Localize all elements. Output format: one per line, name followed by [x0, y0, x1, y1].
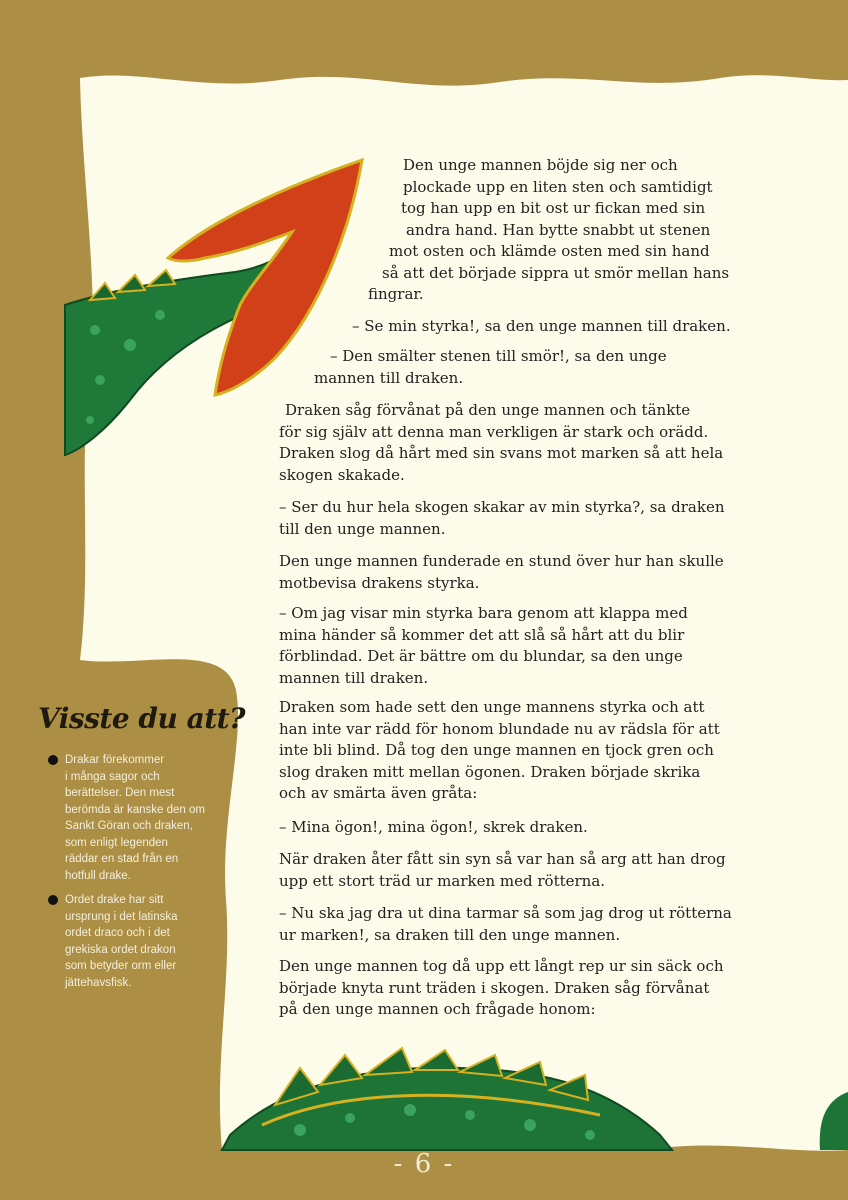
story-line: Den unge mannen funderade en stund över hur han skulle: [279, 552, 724, 570]
story-line: plockade upp en liten sten och samtidigt: [403, 177, 713, 196]
fact-line: berömda är kanske den om: [65, 803, 205, 816]
fact-list: [48, 752, 228, 999]
story-line: Draken slog då hårt med sin svans mot marken så att hela: [279, 444, 724, 462]
fact-line: som betyder orm eller: [65, 960, 177, 972]
story-line: mina händer så kommer det att slå så hårt att du blir: [279, 625, 685, 644]
fact-line: berättelser. Den mest: [65, 787, 175, 799]
fact-item: [48, 752, 228, 884]
story-line: mannen till draken.: [279, 668, 429, 687]
fact-item: [48, 892, 228, 991]
fact-line: i många sagor och: [65, 770, 160, 783]
story-line: andra hand. Han bytte snabbt ut stenen: [406, 220, 711, 239]
story-line: till den unge mannen.: [279, 519, 446, 538]
story-paragraph-5: [279, 497, 725, 540]
story-line: – Om jag visar min styrka bara genom att klappa med: [279, 604, 688, 622]
page-number: - 6 -: [393, 1149, 455, 1179]
bullet-icon: [48, 755, 58, 765]
story-line: – Nu ska jag dra ut dina tarmar så som jag drog ut rötterna: [279, 904, 732, 922]
story-line: – Mina ögon!, mina ögon!, skrek draken.: [279, 818, 588, 836]
fact-line: Ordet drake har sitt: [65, 894, 164, 906]
fact-line: hotfull drake.: [65, 869, 131, 882]
fact-line: Drakar förekommer: [65, 754, 165, 766]
sidebar-title: Visste du att?: [38, 702, 245, 735]
fact-line: ordet draco och i det: [65, 927, 170, 939]
fact-line: jättehavsfisk.: [65, 976, 132, 989]
story-line: på den unge mannen och frågade honom:: [279, 1000, 596, 1018]
story-paragraph-11: [279, 903, 732, 946]
story-line: Draken såg förvånat på den unge mannen och tänkte: [285, 401, 691, 419]
story-line: ur marken!, sa draken till den unge mannen.: [279, 925, 621, 944]
fact-line: grekiska ordet drakon: [65, 943, 176, 956]
story-line: inte bli blind. Då tog den unge mannen en tjock gren och: [279, 741, 714, 759]
story-paragraph-1: [368, 155, 730, 306]
story-line: skogen skakade.: [279, 465, 405, 484]
story-line: motbevisa drakens styrka.: [279, 573, 480, 592]
story-line: och av smärta även gråta:: [279, 784, 478, 802]
story-line: upp ett stort träd ur marken med rötterna.: [279, 871, 606, 890]
story-line: Draken som hade sett den unge mannens styrka och att: [279, 698, 705, 716]
story-line: tog han upp en bit ost ur fickan med sin: [401, 199, 706, 217]
story-paragraph-4: [279, 400, 724, 486]
story-paragraph-10: [279, 849, 726, 892]
story-line: mot osten och klämde osten med sin hand: [389, 242, 710, 260]
story-line: slog draken mitt mellan ögonen. Draken började skrika: [279, 762, 701, 781]
story-line: mannen till draken.: [314, 368, 464, 387]
story-line: han inte var rädd för honom blundade nu av rädsla för att: [279, 719, 720, 738]
fact-line: Sankt Göran och draken,: [65, 820, 193, 832]
fact-line: räddar en stad från en: [65, 853, 179, 865]
fact-line: ursprung i det latinska: [65, 910, 178, 923]
story-line: – Den smälter stenen till smör!, sa den unge: [330, 347, 667, 365]
story-paragraph-12: [279, 956, 724, 1021]
story-line: förblindad. Det är bättre om du blundar, sa den unge: [279, 647, 683, 665]
story-line: Den unge mannen böjde sig ner och: [403, 156, 678, 174]
story-paragraph-3: [314, 346, 667, 389]
story-line: så att det började sippra ut smör mellan hans: [382, 263, 730, 282]
story-line: Den unge mannen tog då upp ett långt rep ur sin säck och: [279, 957, 724, 975]
story-line: fingrar.: [368, 285, 424, 303]
story-line: När draken åter fått sin syn så var han så arg att han drog: [279, 850, 726, 868]
story-paragraph-2: [352, 316, 731, 338]
story-line: – Se min styrka!, sa den unge mannen till draken.: [352, 317, 731, 335]
bullet-icon: [48, 895, 58, 905]
story-line: för sig själv att denna man verkligen är stark och orädd.: [279, 422, 709, 441]
story-paragraph-9: [279, 817, 588, 839]
fact-line: som enligt legenden: [65, 836, 168, 849]
story-paragraph-6: [279, 551, 724, 594]
story-line: började knyta runt träden i skogen. Draken såg förvånat: [279, 978, 710, 997]
story-line: – Ser du hur hela skogen skakar av min styrka?, sa draken: [279, 498, 725, 516]
story-paragraph-7: [279, 603, 688, 689]
story-paragraph-8: [279, 697, 720, 805]
